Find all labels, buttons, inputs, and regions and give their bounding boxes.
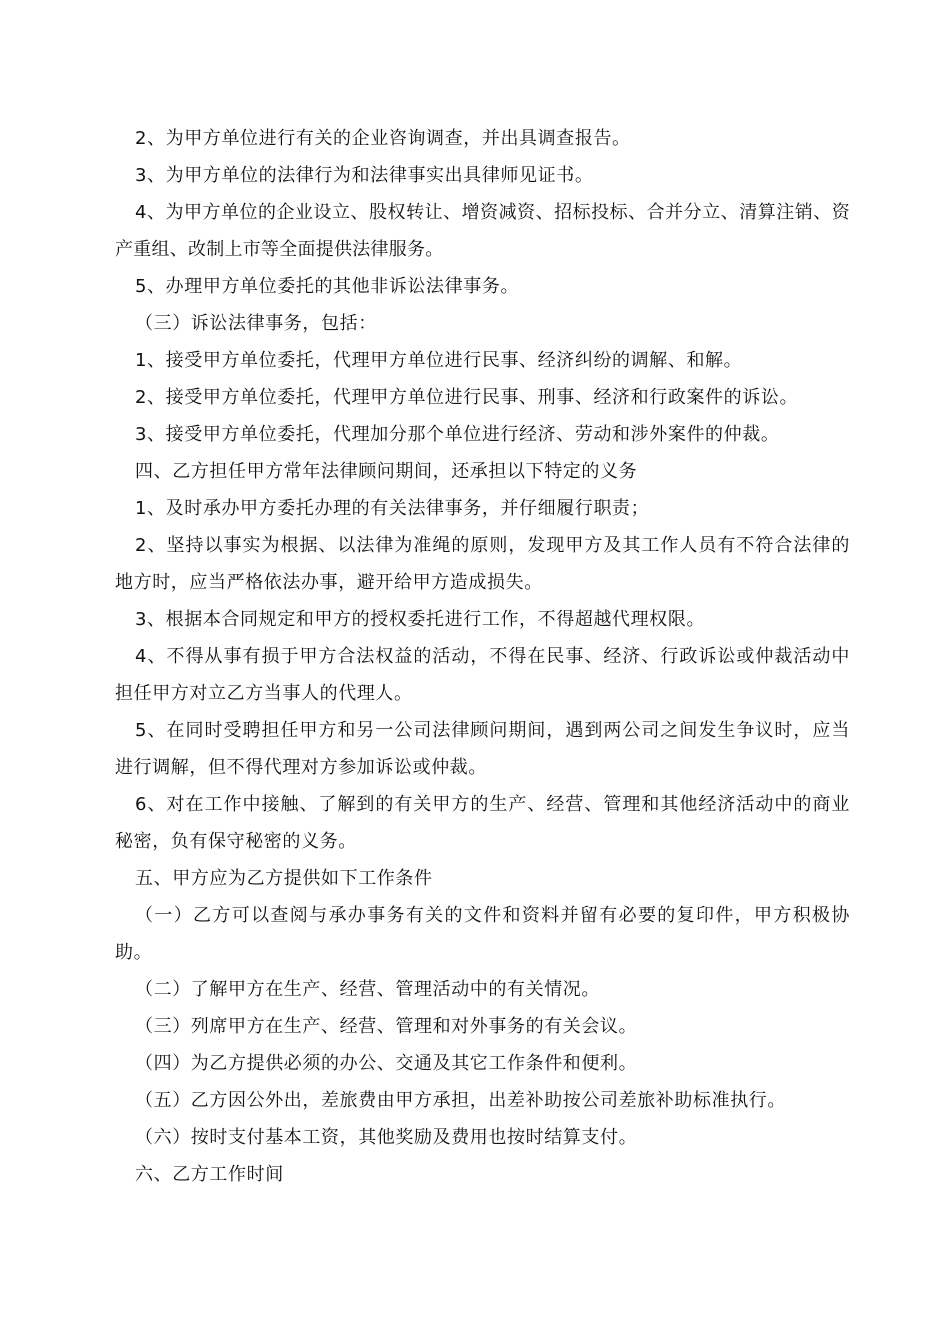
paragraph: （六）按时支付基本工资，其他奖励及费用也按时结算支付。	[135, 1127, 638, 1148]
paragraph: （一）乙方可以查阅与承办事务有关的文件和资料并留有必要的复印件，甲方积极协助。	[115, 905, 850, 963]
paragraph: 3、接受甲方单位委托，代理加分那个单位进行经济、劳动和涉外案件的仲裁。	[135, 424, 780, 445]
paragraph: 3、根据本合同规定和甲方的授权委托进行工作，不得超越代理权限。	[135, 609, 706, 630]
paragraph: （二）了解甲方在生产、经营、管理活动中的有关情况。	[135, 979, 600, 1000]
paragraph: 5、在同时受聘担任甲方和另一公司法律顾问期间，遇到两公司之间发生争议时，应当进行调解，但不得代理对方参加诉讼或仲裁。	[115, 720, 850, 778]
paragraph: 2、坚持以事实为根据、以法律为准绳的原则，发现甲方及其工作人员有不符合法律的地方时，应当严格依法办事，避开给甲方造成损失。	[115, 535, 850, 593]
paragraph: 3、为甲方单位的法律行为和法律事实出具律师见证书。	[135, 165, 594, 186]
paragraph: 5、办理甲方单位委托的其他非诉讼法律事务。	[135, 276, 520, 297]
paragraph: 4、不得从事有损于甲方合法权益的活动，不得在民事、经济、行政诉讼或仲裁活动中担任甲方对立乙方当事人的代理人。	[115, 646, 850, 704]
paragraph: 2、为甲方单位进行有关的企业咨询调查，并出具调查报告。	[135, 128, 631, 149]
paragraph: 6、对在工作中接触、了解到的有关甲方的生产、经营、管理和其他经济活动中的商业秘密，负有保守秘密的义务。	[115, 794, 850, 852]
document-body	[115, 120, 850, 1193]
paragraph: 2、接受甲方单位委托，代理甲方单位进行民事、刑事、经济和行政案件的诉讼。	[135, 387, 799, 408]
paragraph: （三）列席甲方在生产、经营、管理和对外事务的有关会议。	[135, 1016, 638, 1037]
paragraph: （五）乙方因公外出，差旅费由甲方承担，出差补助按公司差旅补助标准执行。	[135, 1090, 786, 1111]
section-heading: 六、乙方工作时间	[135, 1164, 284, 1185]
section-heading: 五、甲方应为乙方提供如下工作条件	[135, 868, 433, 889]
paragraph: （四）为乙方提供必须的办公、交通及其它工作条件和便利。	[135, 1053, 638, 1074]
paragraph: 4、为甲方单位的企业设立、股权转让、增资减资、招标投标、合并分立、清算注销、资产重组、改制上市等全面提供法律服务。	[115, 202, 850, 260]
paragraph: 1、及时承办甲方委托办理的有关法律事务，并仔细履行职责；	[135, 498, 650, 519]
section-heading: 四、乙方担任甲方常年法律顾问期间，还承担以下特定的义务	[135, 461, 638, 482]
paragraph: 1、接受甲方单位委托，代理甲方单位进行民事、经济纠纷的调解、和解。	[135, 350, 743, 371]
paragraph: （三）诉讼法律事务，包括：	[135, 313, 377, 334]
